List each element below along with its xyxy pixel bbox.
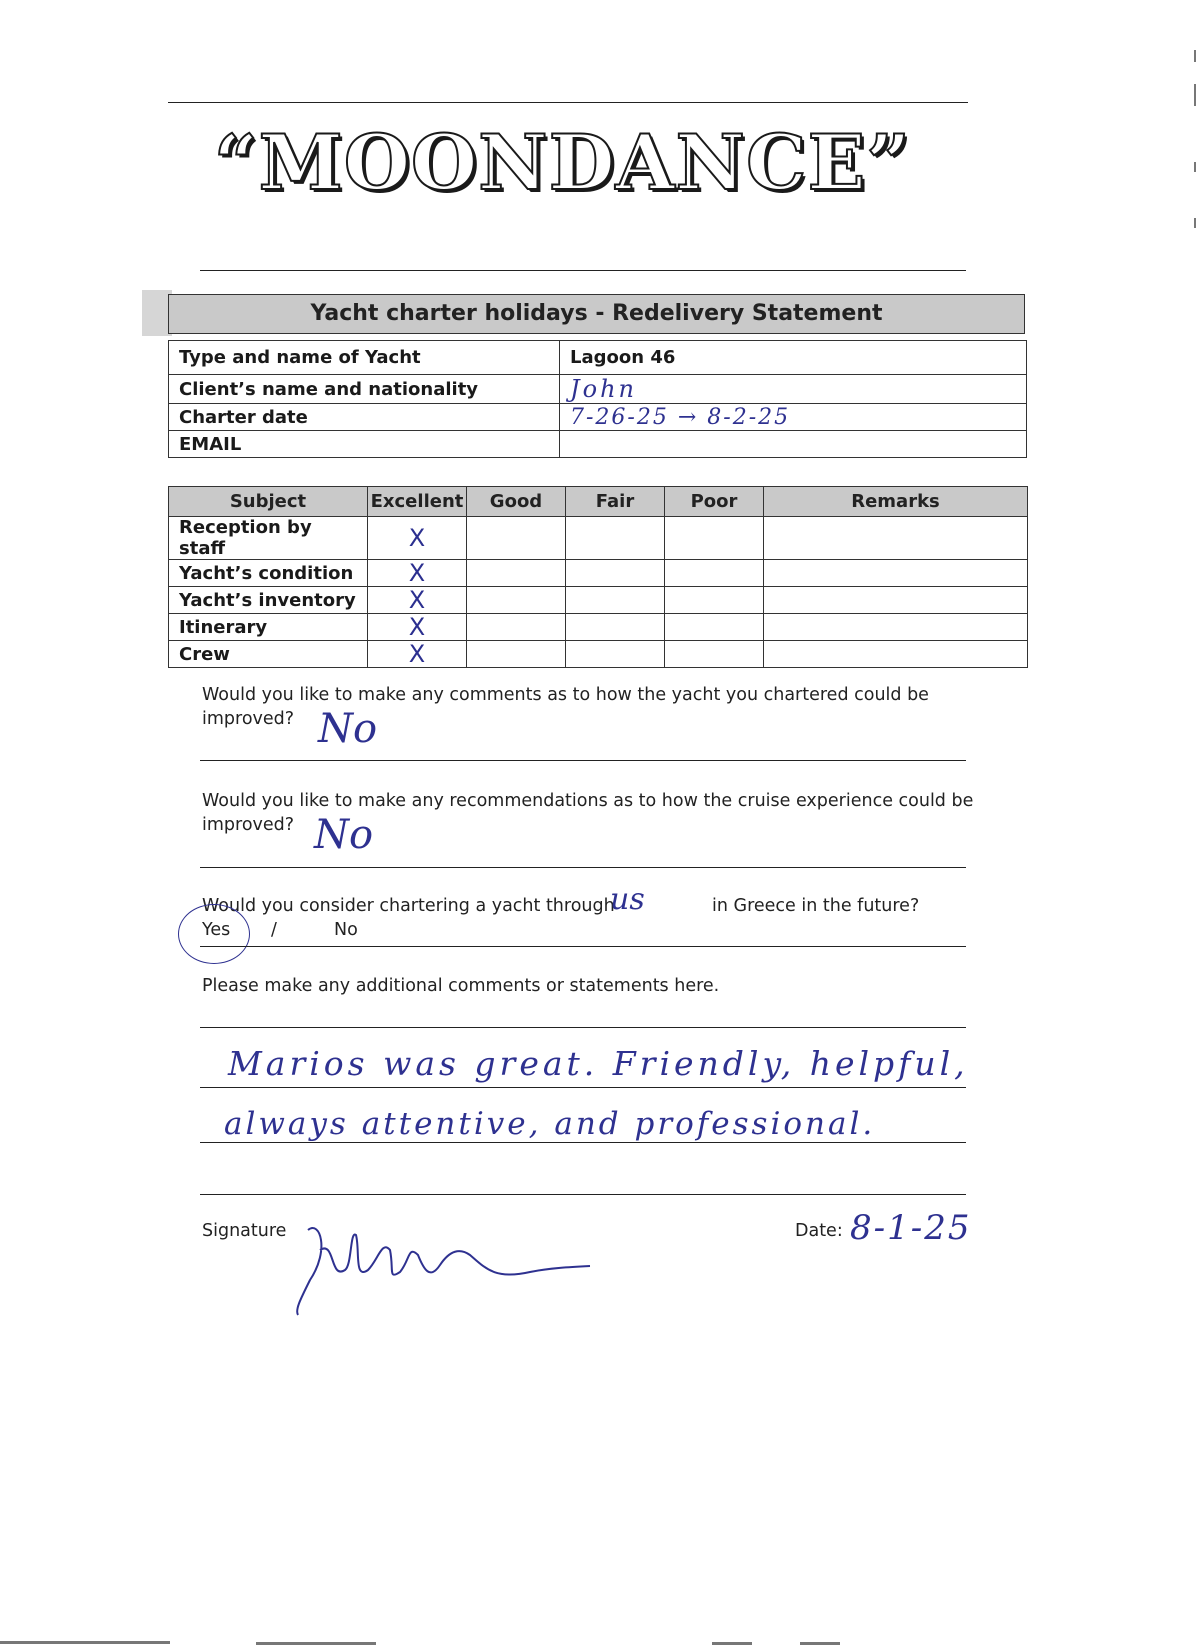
info-row	[169, 341, 1027, 375]
rating-row	[169, 614, 1028, 641]
question-1-answer: No	[318, 706, 378, 752]
fair-cell	[566, 614, 665, 641]
excellent-mark: X	[368, 641, 467, 668]
info-row	[169, 431, 1027, 458]
remarks-cell	[764, 517, 1028, 560]
info-label: EMAIL	[169, 431, 560, 458]
info-value: Lagoon 46	[560, 341, 1027, 375]
info-label: Charter date	[169, 404, 560, 431]
excellent-mark: X	[368, 587, 467, 614]
rating-subject: Crew	[169, 641, 368, 668]
rating-subject: Yacht’s inventory	[169, 587, 368, 614]
remarks-cell	[764, 560, 1028, 587]
question-3-fill: us	[610, 882, 645, 917]
question-4: Please make any additional comments or statements here.	[202, 976, 720, 996]
excellent-mark: X	[368, 614, 467, 641]
scan-artifact	[1194, 50, 1196, 62]
charter-date-handwritten	[560, 404, 1027, 431]
excellent-mark: X	[368, 517, 467, 560]
column-header-subject: Subject	[169, 487, 368, 517]
excellent-mark: X	[368, 560, 467, 587]
rating-row	[169, 641, 1028, 668]
answer-yes: Yes	[202, 920, 231, 940]
info-label: Type and name of Yacht	[169, 341, 560, 375]
remarks-cell	[764, 587, 1028, 614]
yes-circle-mark	[178, 904, 250, 964]
good-cell	[467, 587, 566, 614]
question-1-line-2: improved?	[202, 709, 295, 729]
question-2-line-1: Would you like to make any recommendations as to how the cruise experience could be	[202, 791, 974, 811]
scan-artifact	[0, 1641, 170, 1644]
comment-handwritten-line-2: always attentive, and professional.	[224, 1106, 876, 1142]
answer-separator: /	[271, 920, 277, 940]
charter-date-value: 7-26-25 → 8-2-25	[570, 404, 791, 430]
question-1-line-1: Would you like to make any comments as to how the yacht you chartered could be	[202, 685, 929, 705]
column-header-excellent: Excellent	[368, 487, 467, 517]
good-cell	[467, 641, 566, 668]
rating-header-row	[169, 487, 1028, 517]
date-value: 8-1-25	[850, 1208, 972, 1248]
question-2-line-2: improved?	[202, 815, 295, 835]
fair-cell	[566, 641, 665, 668]
fair-cell	[566, 587, 665, 614]
client-name-value: John	[570, 375, 637, 403]
rating-row	[169, 560, 1028, 587]
rating-subject: Yacht’s condition	[169, 560, 368, 587]
client-name-handwritten	[560, 375, 1027, 404]
column-header-fair: Fair	[566, 487, 665, 517]
yacht-info-table	[168, 340, 1027, 458]
date-label: Date:	[795, 1221, 843, 1241]
email-value	[560, 431, 1027, 458]
answer-line-3	[200, 946, 966, 947]
column-header-good: Good	[467, 487, 566, 517]
scan-artifact	[256, 1642, 376, 1645]
answer-no: No	[334, 920, 358, 940]
signature-label: Signature	[202, 1221, 287, 1241]
rating-row	[169, 587, 1028, 614]
comment-line-4	[200, 1194, 966, 1195]
question-3-part-1: Would you consider chartering a yacht through	[202, 896, 615, 916]
rating-row	[169, 517, 1028, 560]
good-cell	[467, 614, 566, 641]
info-label: Client’s name and nationality	[169, 375, 560, 404]
info-row	[169, 375, 1027, 404]
scan-artifact	[1194, 84, 1196, 106]
poor-cell	[665, 517, 764, 560]
scan-artifact	[1194, 162, 1196, 172]
poor-cell	[665, 614, 764, 641]
fair-cell	[566, 560, 665, 587]
comment-handwritten-line-1: Marios was great. Friendly, helpful,	[228, 1044, 969, 1083]
question-2-answer: No	[314, 812, 374, 858]
fair-cell	[566, 517, 665, 560]
remarks-cell	[764, 641, 1028, 668]
column-header-remarks: Remarks	[764, 487, 1028, 517]
question-3-part-2: in Greece in the future?	[712, 896, 920, 916]
comment-line-2	[200, 1087, 966, 1088]
poor-cell	[665, 641, 764, 668]
rating-subject: Reception by staff	[169, 517, 368, 560]
statement-banner: Yacht charter holidays - Redelivery Statement	[168, 294, 1025, 334]
scan-artifact	[1194, 218, 1196, 228]
poor-cell	[665, 560, 764, 587]
rating-subject: Itinerary	[169, 614, 368, 641]
remarks-cell	[764, 614, 1028, 641]
scan-artifact	[712, 1642, 752, 1645]
scan-artifact	[800, 1642, 840, 1645]
good-cell	[467, 560, 566, 587]
info-row	[169, 404, 1027, 431]
column-header-poor: Poor	[665, 487, 764, 517]
title-rule	[200, 270, 966, 271]
poor-cell	[665, 587, 764, 614]
answer-line-1	[200, 760, 966, 761]
top-rule	[168, 102, 968, 103]
comment-line-1	[200, 1027, 966, 1028]
good-cell	[467, 517, 566, 560]
answer-line-2	[200, 867, 966, 868]
comment-line-3	[200, 1142, 966, 1143]
yacht-name-title: “MOONDANCE”	[213, 118, 912, 207]
rating-table	[168, 486, 1028, 668]
signature-scribble	[290, 1210, 610, 1320]
